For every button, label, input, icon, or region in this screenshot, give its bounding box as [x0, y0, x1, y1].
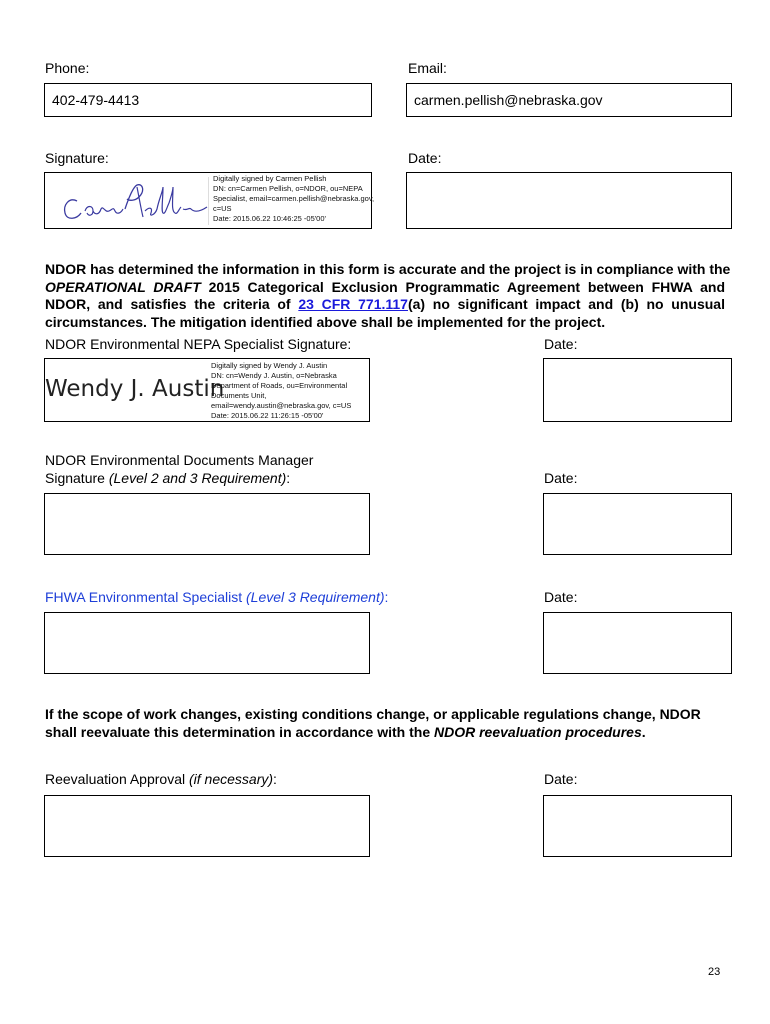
reevaluation-date-label: Date:	[544, 771, 578, 787]
reevaluation-notice-line-2	[45, 724, 725, 742]
reevaluation-date-field[interactable]	[543, 795, 732, 857]
signature-meta-line: DN: cn=Carmen Pellish, o=NDOR, ou=NEPA	[213, 184, 363, 193]
signature-meta-block	[211, 361, 351, 421]
operational-draft-text: OPERATIONAL DRAFT	[45, 278, 201, 295]
determination-line-1: NDOR has determined the information in this form is accurate and the project is in compliance with the	[45, 261, 731, 277]
docs-manager-requirement: (Level 2 and 3 Requirement)	[108, 470, 287, 486]
email-field[interactable]	[406, 83, 732, 117]
determination-line-2	[45, 279, 725, 297]
nepa-date-field[interactable]	[543, 358, 732, 422]
fhwa-label	[45, 589, 388, 606]
signature-label: Signature:	[45, 150, 109, 166]
docs-manager-date-field[interactable]	[543, 493, 732, 555]
fhwa-date-label: Date:	[544, 589, 578, 605]
email-value: carmen.pellish@nebraska.gov	[414, 92, 603, 108]
handwritten-signature-carmen-pellish	[59, 177, 209, 225]
signature-date-label: Date:	[408, 150, 442, 166]
email-label: Email:	[408, 60, 447, 76]
reevaluation-notice	[45, 706, 725, 741]
signature-meta-line: Date: 2015.06.22 10:46:25 -05'00'	[213, 214, 326, 223]
reevaluation-signature-field[interactable]	[44, 795, 370, 857]
signature-meta-block	[213, 174, 374, 224]
signature-meta-line: email=wendy.austin@nebraska.gov, c=US	[211, 401, 352, 410]
signer-name-wendy-austin: Wendy J. Austin	[45, 376, 225, 402]
signature-meta-line: DN: cn=Wendy J. Austin, o=Nebraska	[211, 371, 337, 380]
fhwa-label-post: :	[384, 589, 389, 605]
nepa-specialist-label: NDOR Environmental NEPA Specialist Signature:	[45, 336, 352, 352]
signature-meta-line: Department of Roads, ou=Environmental	[211, 381, 348, 390]
phone-field[interactable]	[44, 83, 372, 117]
reevaluation-notice-post: .	[641, 723, 646, 740]
determination-line-3-post: (a) no significant impact and (b) no unusual	[407, 296, 725, 312]
cfr-link[interactable]: 23 CFR 771.117	[298, 296, 408, 312]
fhwa-date-field[interactable]	[543, 612, 732, 674]
reevaluation-procedures-text: NDOR reevaluation procedures	[434, 723, 642, 740]
fhwa-requirement: (Level 3 Requirement)	[246, 589, 385, 605]
determination-paragraph	[45, 261, 731, 331]
signature-meta-line: Specialist, email=carmen.pellish@nebraska.gov,	[213, 194, 375, 203]
determination-line-4: circumstances. The mitigation identified above shall be implemented for the project.	[45, 313, 606, 330]
docs-manager-signature-field[interactable]	[44, 493, 370, 555]
signature-meta-line: c=US	[213, 204, 232, 213]
fhwa-signature-field[interactable]	[44, 612, 370, 674]
fhwa-label-pre: FHWA Environmental Specialist	[45, 589, 246, 605]
docs-manager-label-pre: Signature	[45, 470, 109, 486]
signature-meta-line: Date: 2015.06.22 11:26:15 -05'00'	[211, 411, 324, 420]
signature-meta-line: Digitally signed by Wendy J. Austin	[211, 361, 328, 370]
reevaluation-label-pre: Reevaluation Approval	[45, 771, 189, 787]
determination-line-2-rest: 2015 Categorical Exclusion Programmatic Agreement between FHWA and	[200, 278, 726, 295]
reevaluation-if-necessary: (if necessary)	[189, 771, 274, 787]
reevaluation-notice-pre: shall reevaluate this determination in accordance with the	[45, 723, 434, 740]
determination-line-3	[45, 296, 725, 314]
signature-meta-line: Documents Unit,	[211, 391, 267, 400]
determination-line-3-pre: NDOR, and satisfies the criteria of	[45, 296, 299, 312]
docs-manager-label-line-2	[45, 470, 290, 487]
page-number: 23	[708, 966, 721, 978]
reevaluation-label-post: :	[273, 771, 277, 787]
phone-value: 402-479-4413	[52, 92, 140, 108]
docs-manager-date-label: Date:	[544, 470, 578, 486]
nepa-date-label: Date:	[544, 336, 578, 352]
nepa-specialist-signature-field[interactable]	[44, 358, 370, 422]
signature-divider	[208, 177, 209, 225]
docs-manager-label-post: :	[286, 470, 291, 486]
phone-label: Phone:	[45, 60, 90, 76]
reevaluation-label	[45, 771, 277, 788]
signature-meta-line: Digitally signed by Carmen Pellish	[213, 174, 327, 183]
reevaluation-notice-line-1: If the scope of work changes, existing conditions change, or applicable regulations change, NDOR	[45, 706, 701, 722]
signature-field[interactable]	[44, 172, 375, 229]
docs-manager-label-line-1: NDOR Environmental Documents Manager	[45, 452, 314, 468]
signature-date-field[interactable]	[406, 172, 732, 229]
